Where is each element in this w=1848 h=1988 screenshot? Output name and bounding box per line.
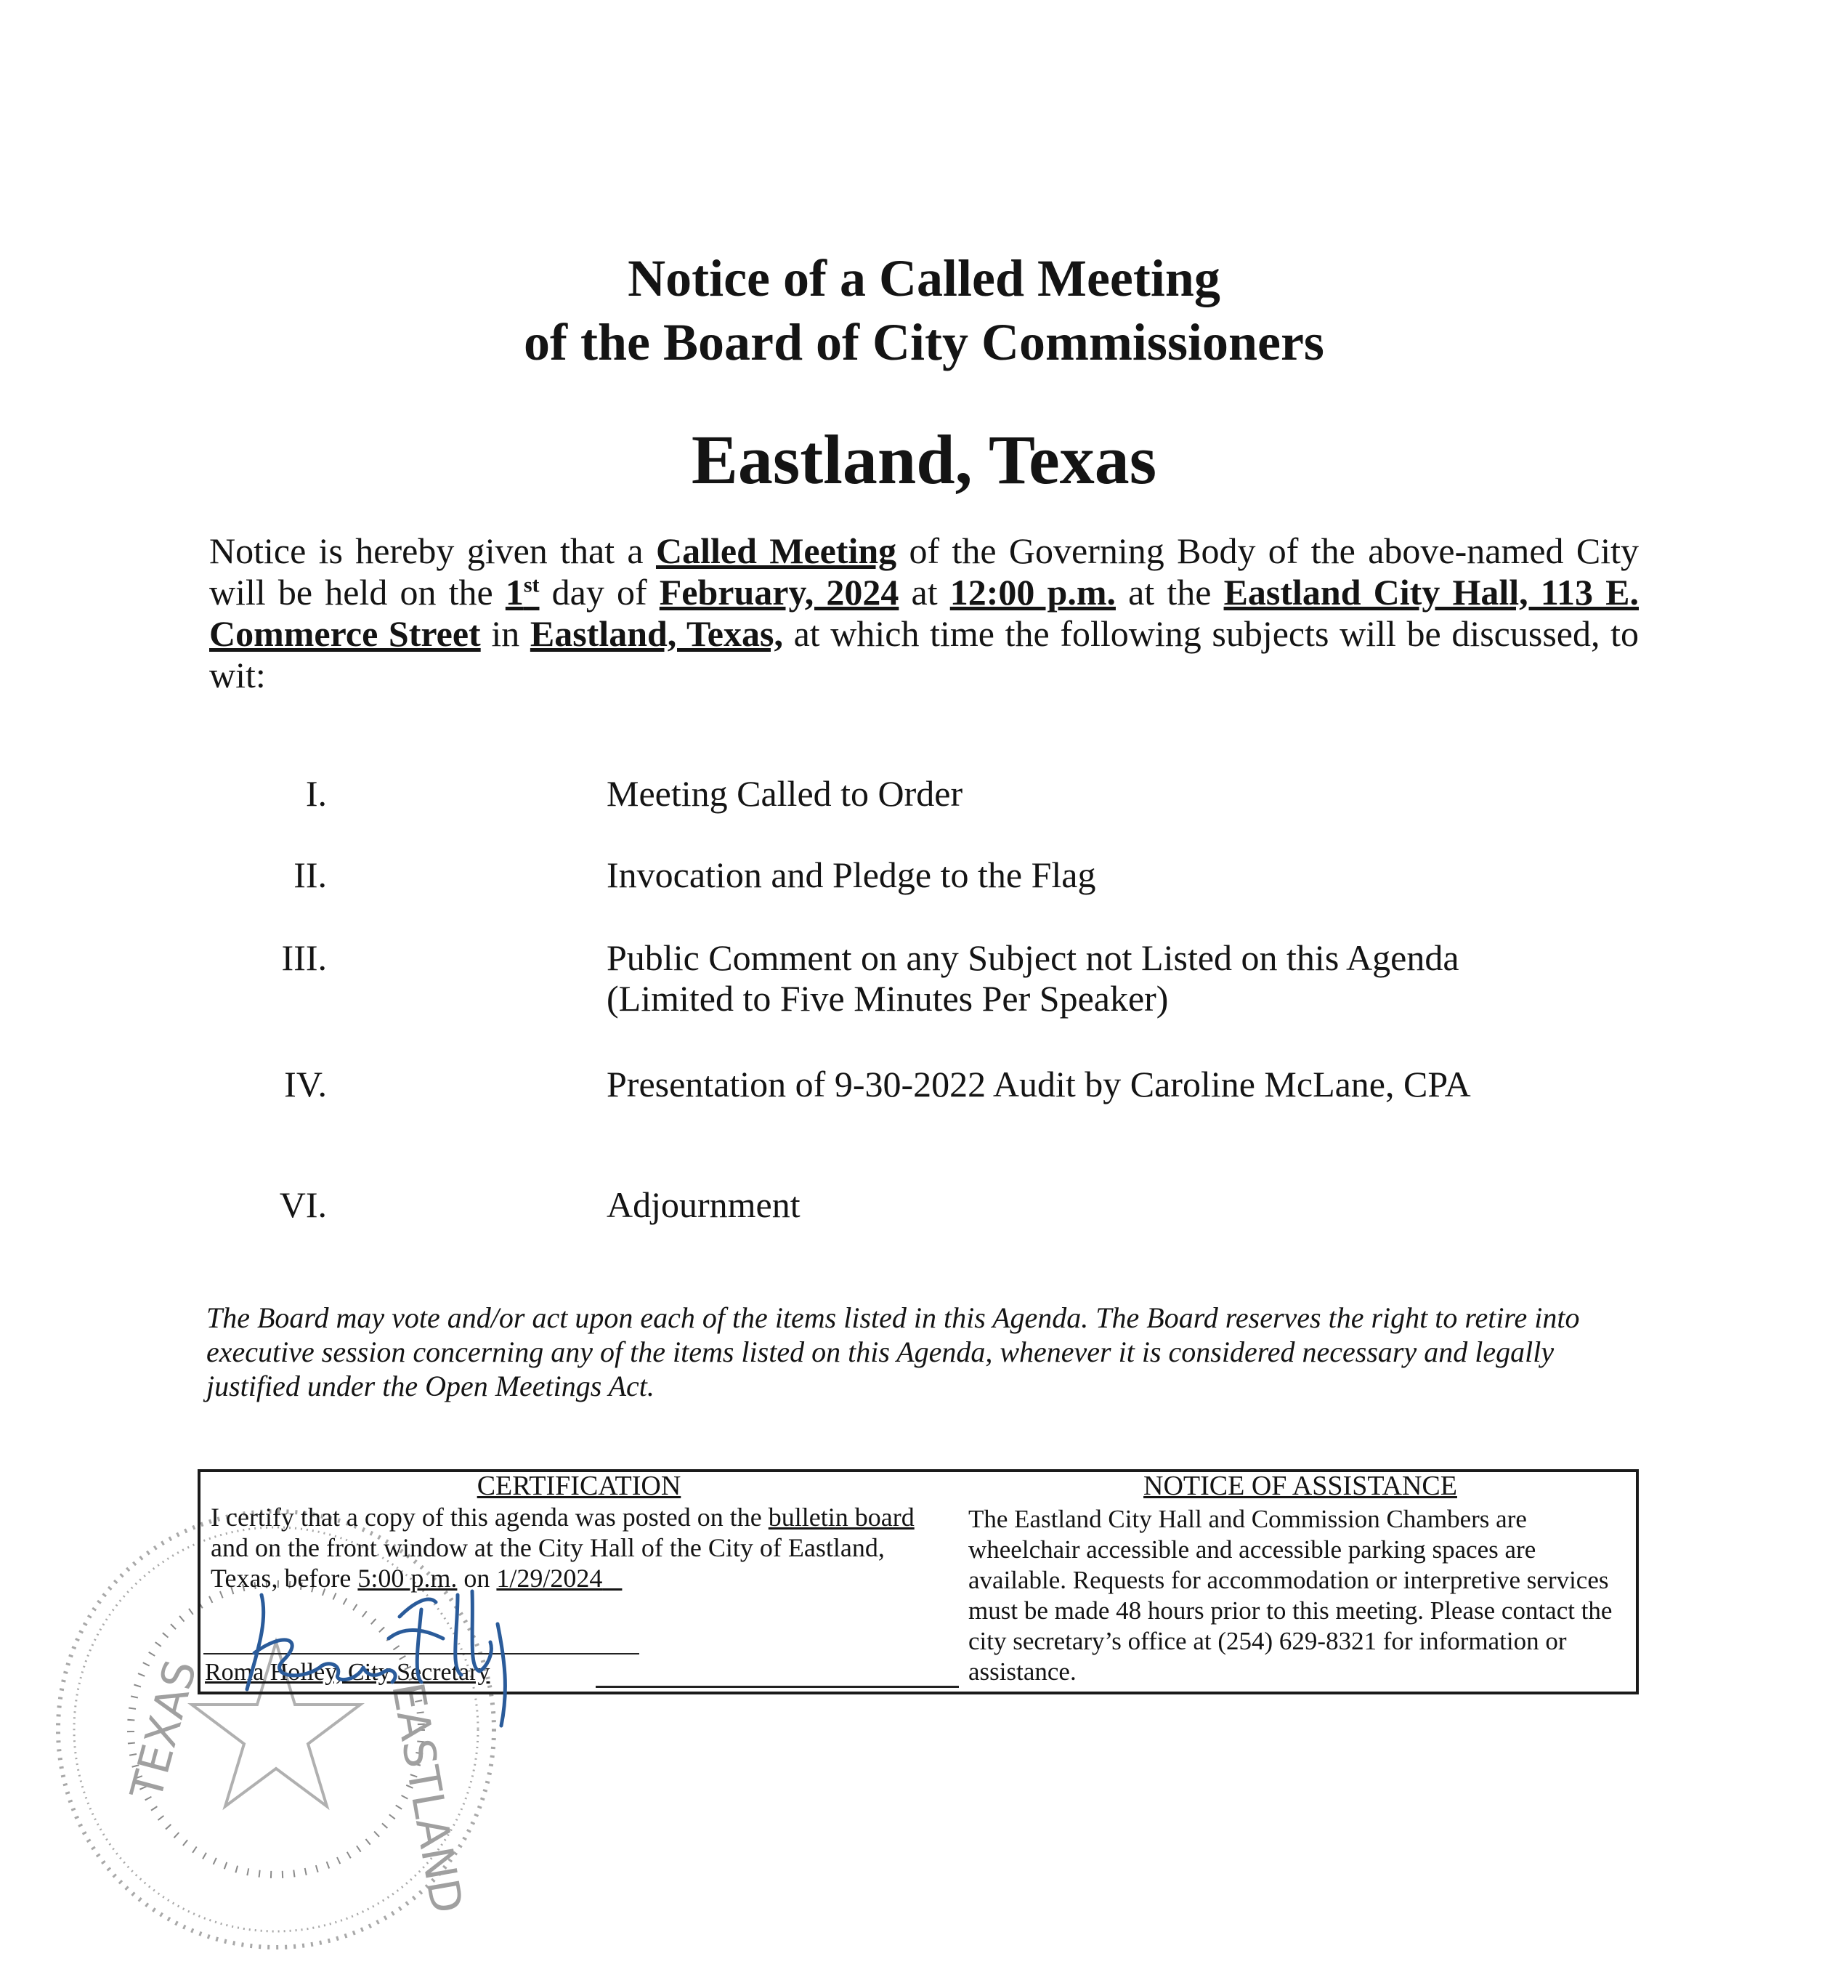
agenda-text: Presentation of 9-30-2022 Audit by Caroline McLane, CPA bbox=[607, 1064, 1471, 1104]
meeting-month-year: February, 2024 bbox=[659, 572, 899, 613]
agenda-number: III. bbox=[281, 937, 327, 978]
agenda-text: Invocation and Pledge to the Flag bbox=[607, 854, 1096, 895]
title-city: Eastland, Texas bbox=[691, 421, 1157, 498]
signature-rule bbox=[596, 1686, 959, 1688]
seal-text-texas: TEXAS bbox=[121, 1654, 207, 1805]
meeting-location: Eastland City Hall, 113 E. Commerce Street bbox=[209, 572, 1639, 654]
bulletin-board: bulletin board bbox=[768, 1503, 915, 1532]
meeting-type: Called Meeting bbox=[655, 530, 897, 571]
agenda-number: IV. bbox=[284, 1064, 327, 1104]
agenda-text: Adjournment bbox=[607, 1184, 801, 1225]
assistance-text: The Eastland City Hall and Commission Chambers are wheelchair accessible and accessible parking spaces are available. Requests for accommodation or interpretive services must be made 48 hours prior to this meeting. Please contact the city secretary’s office at (254) 629-8321 for information or assistance. bbox=[968, 1505, 1613, 1686]
notice-paragraph: Notice is hereby given that a Called Meeting of the Governing Body of the above-named City will be held on the 1st day of February, 2024 at 12:00 p.m. at the Eastland City Hall, 113 E. Commerce Street in Eastland, Texas, at which time the following subjects will be discussed, to wit: bbox=[209, 530, 1640, 695]
title-line-1: Notice of a Called Meeting bbox=[628, 249, 1220, 307]
certification-text: I certify that a copy of this agenda was posted on the bulletin board and on the front window at the City Hall of the City of Eastland, Texas, before 5:00 p.m. on 1/29/2024 bbox=[211, 1503, 915, 1593]
agenda-number: I. bbox=[305, 773, 327, 814]
agenda-number: VI. bbox=[279, 1184, 327, 1225]
meeting-time: 12:00 p.m. bbox=[949, 572, 1116, 613]
agenda-text-continued: (Limited to Five Minutes Per Speaker) bbox=[607, 978, 1169, 1019]
agenda-text: Public Comment on any Subject not Listed on this Agenda bbox=[607, 937, 1459, 978]
meeting-city: Eastland, Texas, bbox=[530, 613, 783, 654]
certification-heading: CERTIFICATION bbox=[477, 1471, 681, 1501]
meeting-day: 1st bbox=[505, 572, 540, 613]
title-line-2: of the Board of City Commissioners bbox=[524, 313, 1324, 371]
disclaimer-text: The Board may vote and/or act upon each of the items listed in this Agenda. The Board reserves the right to retire into executive session concerning any of the items listed on this Agenda, whenever it is considered necessary and legally justified under the Open Meetings Act. bbox=[206, 1301, 1580, 1402]
signer-name: Roma Holley, City Secretary bbox=[205, 1659, 490, 1686]
assistance-heading: NOTICE OF ASSISTANCE bbox=[1143, 1471, 1457, 1501]
handwritten-signature bbox=[218, 1573, 523, 1733]
seal-text-city: EASTLAND bbox=[381, 1678, 472, 1918]
agenda-text: Meeting Called to Order bbox=[607, 773, 963, 814]
posting-time: 5:00 p.m. bbox=[357, 1564, 458, 1593]
agenda-number: II. bbox=[293, 854, 327, 895]
posting-date: 1/29/2024 bbox=[496, 1564, 603, 1593]
